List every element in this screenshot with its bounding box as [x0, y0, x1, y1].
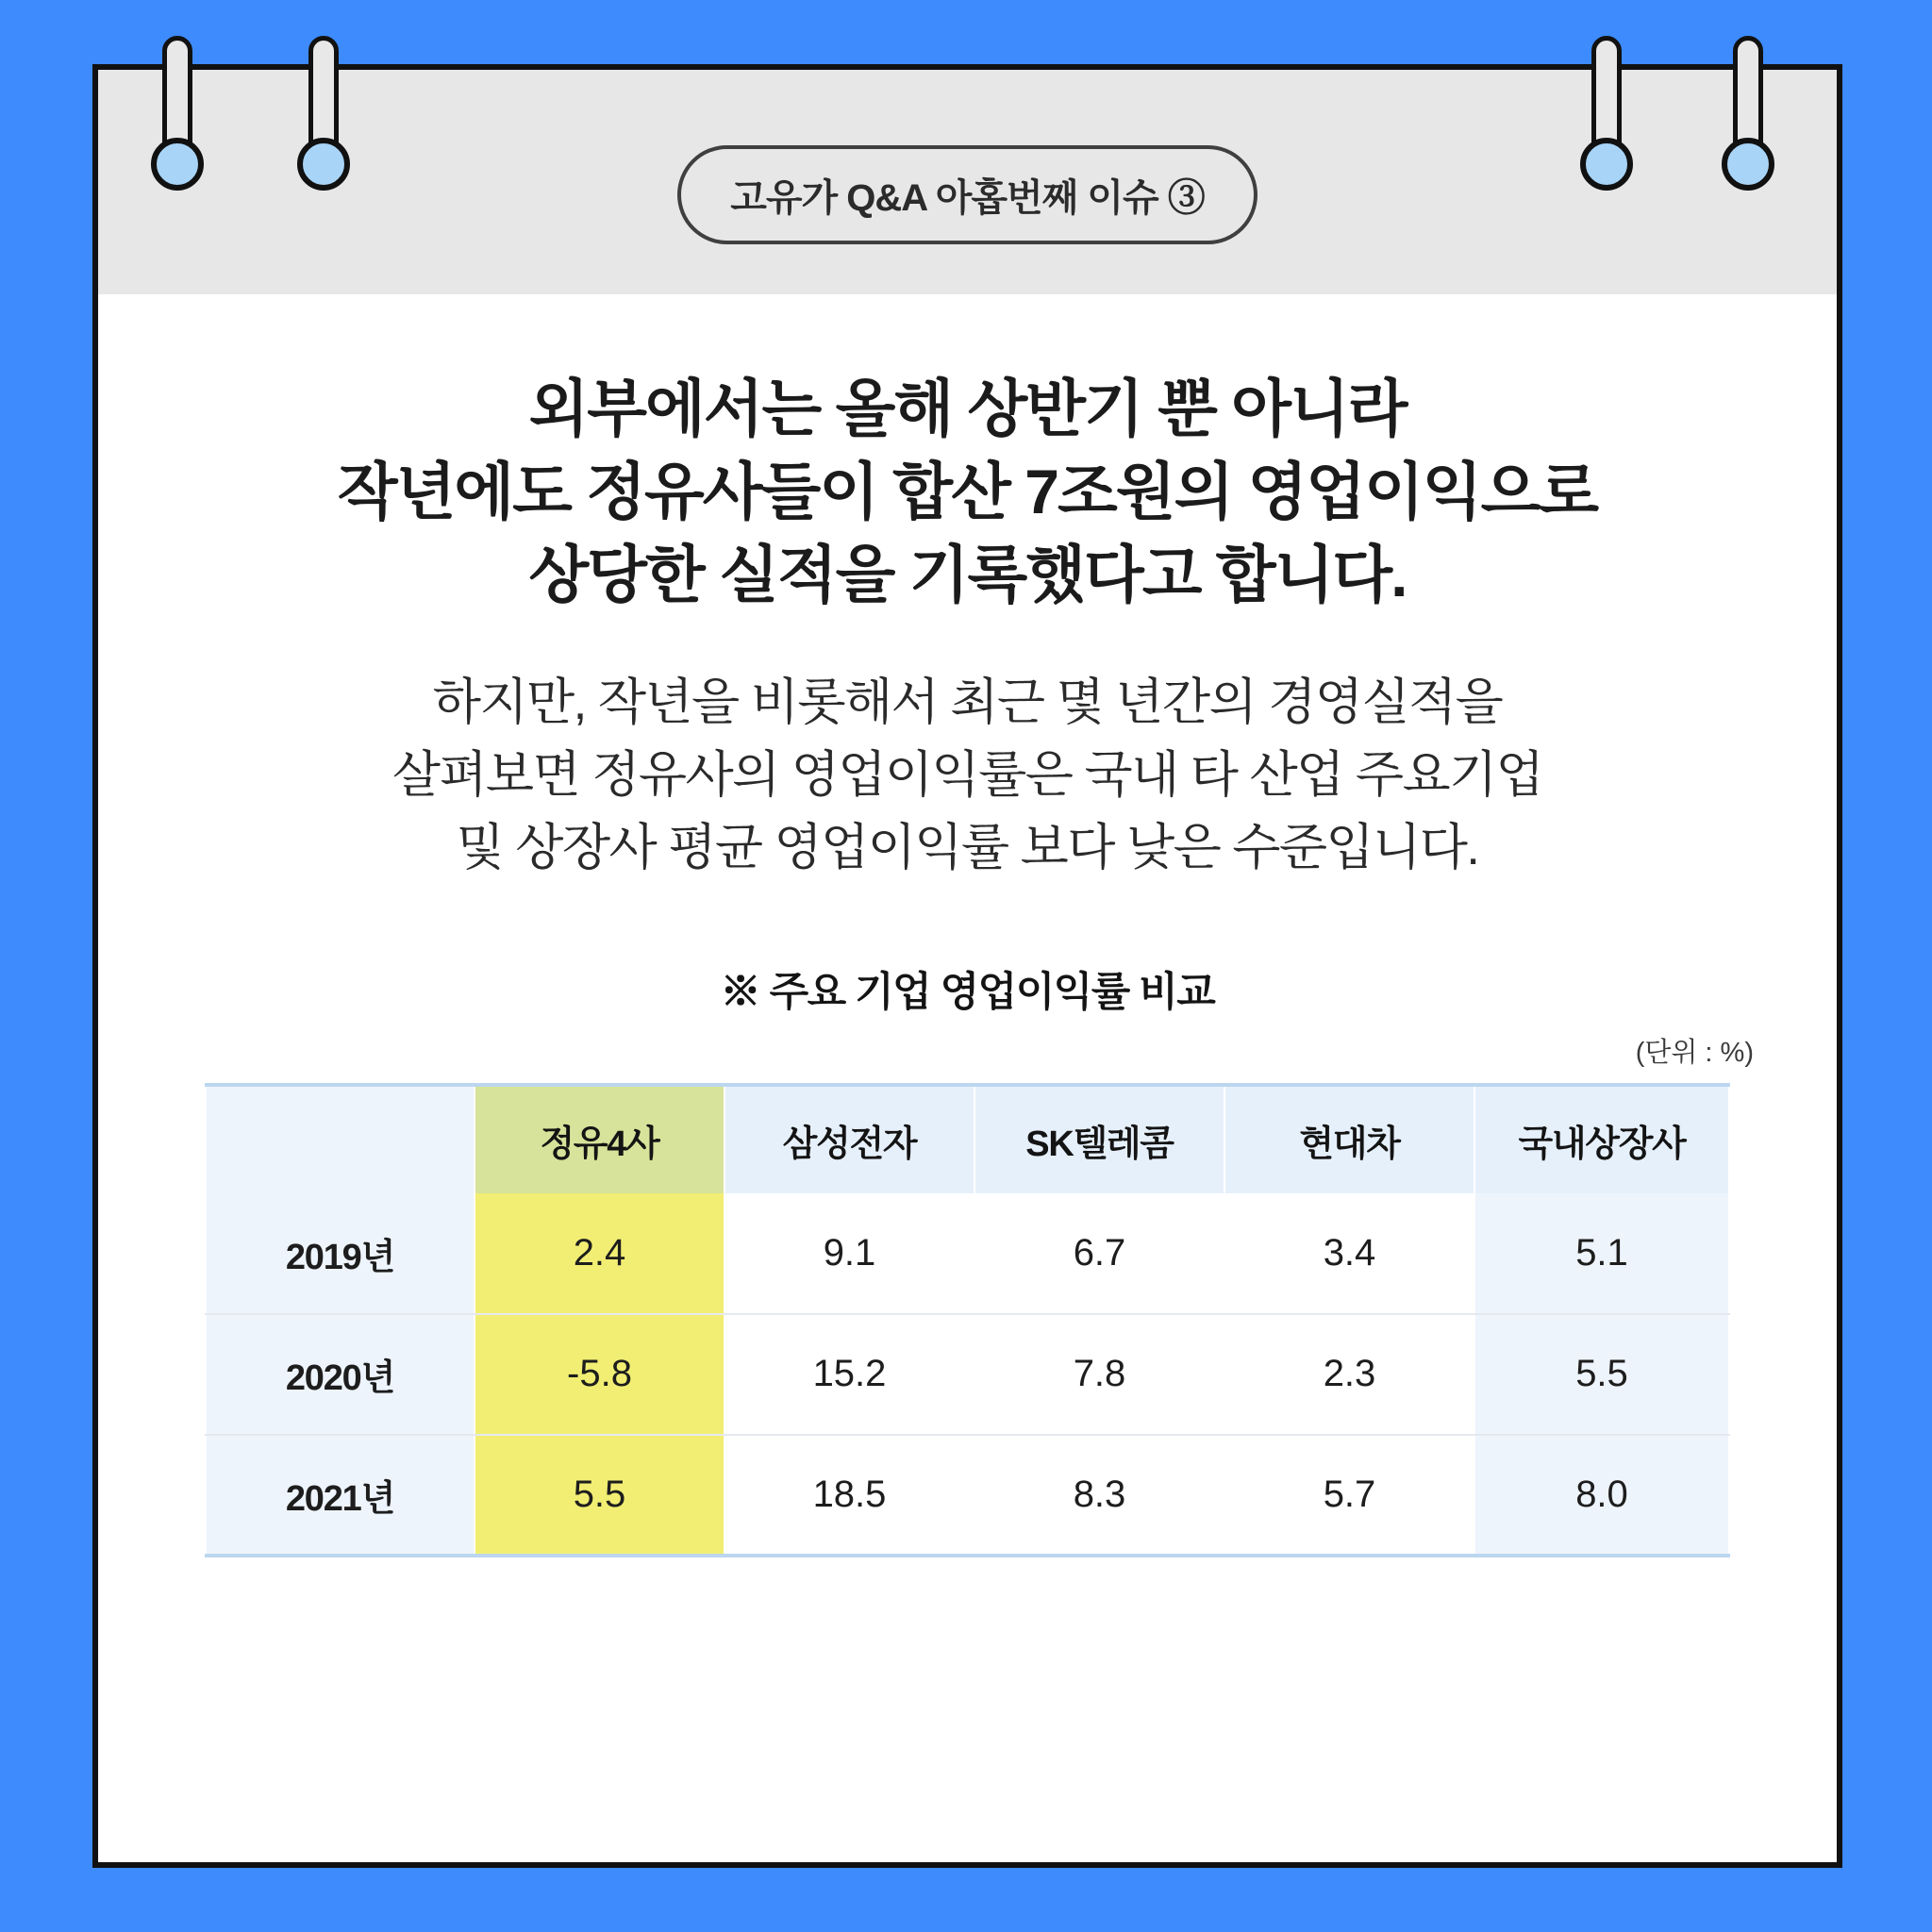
- cell-2019-refiners: 2.4: [475, 1193, 724, 1314]
- headline-line-3: 상당한 실적을 기록했다고 합니다.: [528, 539, 1407, 609]
- cell-2021-listed: 8.0: [1474, 1435, 1729, 1556]
- subtext: [164, 667, 1771, 885]
- table-row: [206, 1193, 1729, 1314]
- subtext-line-3: 및 상장사 평균 영업이익률 보다 낮은 수준입니다.: [456, 819, 1479, 875]
- cell-2020-refiners: -5.8: [475, 1314, 724, 1435]
- card-body: [98, 368, 1837, 1557]
- subtext-line-1: 하지만, 작년을 비롯해서 최근 몇 년간의 경영실적을: [432, 675, 1503, 731]
- binder-ring-icon: [151, 36, 204, 196]
- column-header-sktelecom: SK텔레콤: [974, 1085, 1224, 1193]
- table-corner-cell: [206, 1085, 475, 1193]
- content-card: [92, 64, 1842, 1868]
- ring-hole: [1722, 138, 1774, 191]
- cell-2020-sktelecom: 7.8: [974, 1314, 1224, 1435]
- issue-badge: 고유가 Q&A 아홉번째 이슈 ③: [677, 145, 1257, 244]
- cell-2019-listed: 5.1: [1474, 1193, 1729, 1314]
- table-title: ※ 주요 기업 영업이익률 비교: [720, 969, 1215, 1015]
- binder-ring-icon: [1722, 36, 1774, 196]
- binder-ring-icon: [1580, 36, 1633, 196]
- cell-2021-refiners: 5.5: [475, 1435, 724, 1556]
- table-row: [206, 1435, 1729, 1556]
- row-header-2019: 2019년: [206, 1193, 475, 1314]
- cell-2021-sktelecom: 8.3: [974, 1435, 1224, 1556]
- headline-line-2: 작년에도 정유사들이 합산 7조원의 영업이익으로: [337, 456, 1598, 526]
- binder-rings: [0, 0, 1932, 245]
- column-header-refiners: 정유4사: [475, 1085, 724, 1193]
- cell-2021-samsung: 18.5: [724, 1435, 974, 1556]
- row-header-2021: 2021년: [206, 1435, 475, 1556]
- cell-2019-sktelecom: 6.7: [974, 1193, 1224, 1314]
- column-header-listed: 국내상장사: [1474, 1085, 1729, 1193]
- table-header-row: [206, 1085, 1729, 1193]
- table-unit-label: (단위 : %): [1635, 1037, 1754, 1068]
- headline: [164, 368, 1771, 616]
- ring-hole: [297, 138, 350, 191]
- ring-hole: [1580, 138, 1633, 191]
- cell-2019-hyundai: 3.4: [1224, 1193, 1474, 1314]
- cell-2021-hyundai: 5.7: [1224, 1435, 1474, 1556]
- cell-2020-hyundai: 2.3: [1224, 1314, 1474, 1435]
- ring-hole: [151, 138, 204, 191]
- row-header-2020: 2020년: [206, 1314, 475, 1435]
- subtext-line-2: 살펴보면 정유사의 영업이익률은 국내 타 산업 주요기업: [391, 747, 1543, 804]
- cell-2020-listed: 5.5: [1474, 1314, 1729, 1435]
- cell-2020-samsung: 15.2: [724, 1314, 974, 1435]
- column-header-hyundai: 현대차: [1224, 1085, 1474, 1193]
- headline-line-1: 외부에서는 올해 상반기 뿐 아니라: [528, 374, 1407, 443]
- table-row: [206, 1314, 1729, 1435]
- binder-ring-icon: [297, 36, 350, 196]
- column-header-samsung: 삼성전자: [724, 1085, 974, 1193]
- cell-2019-samsung: 9.1: [724, 1193, 974, 1314]
- comparison-table: [205, 1083, 1730, 1557]
